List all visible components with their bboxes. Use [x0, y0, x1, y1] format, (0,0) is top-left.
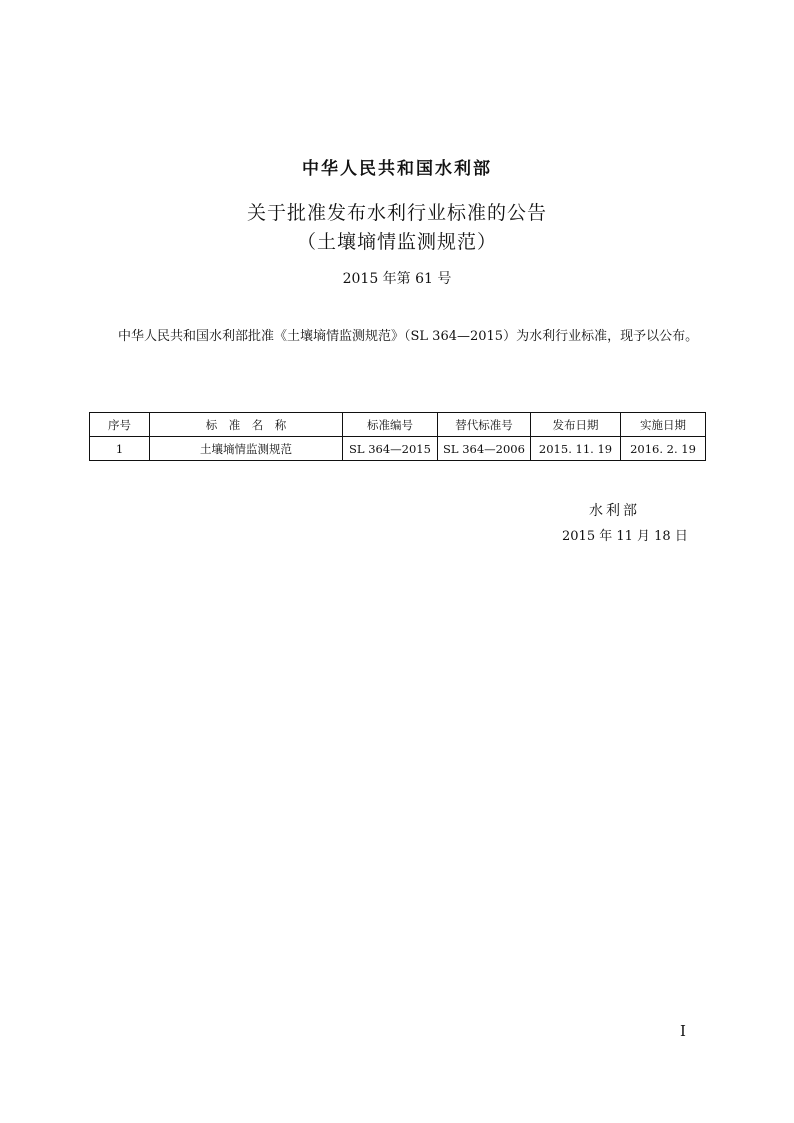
header-standard-code: 标准编号	[343, 413, 438, 437]
header-serial: 序号	[90, 413, 150, 437]
cell-issue-date: 2015. 11. 19	[531, 437, 621, 461]
table-row	[90, 437, 706, 461]
header-issue-date: 发布日期	[531, 413, 621, 437]
cell-replaced-code: SL 364—2006	[438, 437, 531, 461]
document-number: 2015 年第 61 号	[342, 271, 452, 287]
announcement-title: 关于批准发布水利行业标准的公告	[246, 202, 547, 224]
announcement-body: 中华人民共和国水利部批准《土壤墒情监测规范》（SL 364—2015）为水利行业标准，现予以公布。	[118, 329, 699, 344]
announcement-subtitle: （土壤墒情监测规范）	[296, 231, 497, 253]
header-standard-name: 标 准 名 称	[150, 413, 343, 437]
header-effective-date: 实施日期	[621, 413, 706, 437]
issuer-heading: 中华人民共和国水利部	[302, 159, 492, 179]
table-header-row	[90, 413, 706, 437]
standards-table	[89, 412, 706, 461]
cell-standard-code: SL 364—2015	[343, 437, 438, 461]
page-number: I	[680, 1022, 686, 1040]
cell-effective-date: 2016. 2. 19	[621, 437, 706, 461]
cell-serial: 1	[90, 437, 150, 461]
header-replaced-code: 替代标准号	[438, 413, 531, 437]
signer-name: 水利部	[589, 503, 640, 519]
cell-standard-name: 土壤墒情监测规范	[150, 437, 343, 461]
signature-date: 2015 年 11 月 18 日	[562, 529, 688, 544]
